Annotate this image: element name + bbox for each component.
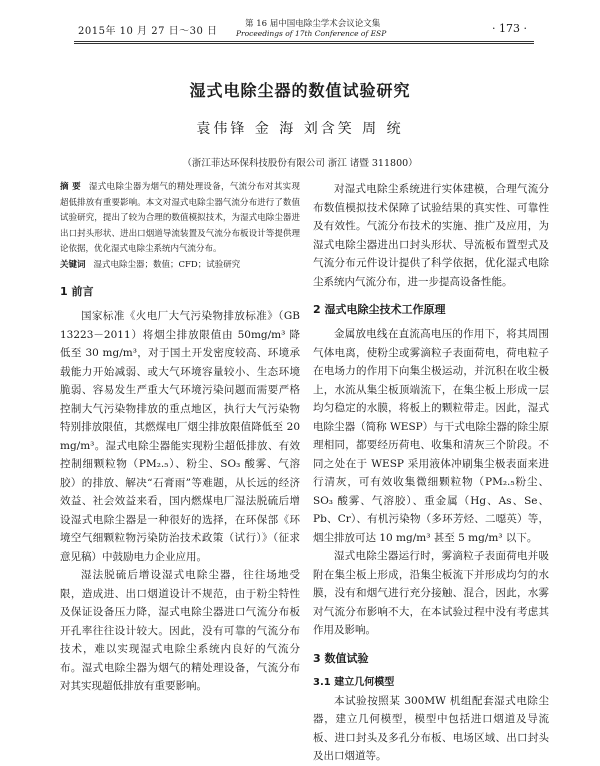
paper-affiliation: （浙江菲达环保科技股份有限公司 浙江 诸暨 311800） — [182, 158, 418, 169]
page-header — [0, 0, 600, 44]
abstract-block — [60, 180, 300, 258]
right-intro-paragraph: 对湿式电除尘系统进行实体建模，合理气流分布数值模拟技术保障了试验结果的真实性、可靠性及有效性。气流分布技术的实施、推广及应用，为湿式电除尘器进出口封头形状、导流板布置型式及气流分布元件设计提供了科学依据，优化湿式电除尘系统内气流分布，进一步提高设备性能。 — [313, 183, 549, 288]
right-column — [313, 180, 549, 766]
section-1-heading: 1 前言 — [60, 285, 94, 298]
keywords-label: 关键词 — [60, 259, 86, 270]
section-3-heading: 3 数值试验 — [313, 651, 369, 665]
paper-title: 湿式电除尘器的数值试验研究 — [189, 81, 411, 100]
keywords-block — [60, 258, 300, 274]
section-2-heading: 2 湿式电除尘技术工作原理 — [313, 303, 446, 316]
keywords-text: 湿式电除尘器；数值；CFD；试验研究 — [93, 259, 241, 270]
header-rule — [74, 41, 534, 42]
abstract-label: 摘 要 — [60, 182, 81, 192]
section-3-1-heading: 3.1 建立几何模型 — [313, 676, 395, 688]
section-1-paragraph-2: 湿法脱硫后增设湿式电除尘器，往往场地受限，造成进、出口烟道设计不规范，由于粉尘特性及保证设备压力降，湿式电除尘器进口气流分布板开孔率往往设计较大。因此，没有可靠的气流分布技术，难以实现湿式电除尘系统内良好的气流分布。湿式电除尘器为烟气的精处理设备，气流分布对其实现超低排放有重要影响。 — [60, 569, 300, 692]
section-3-1-paragraph-1: 本试验按照某 300MW 机组配套湿式电除尘器，建立几何模型，模型中包括进口烟道及导流板、进口封头及多孔分布板、电场区域、出口封头及出口烟道等。 — [313, 694, 549, 762]
header-page-number: · 173 · — [492, 22, 527, 35]
header-conference-cn: 第 16 届中国电除尘学术会议论文集 — [245, 19, 381, 29]
abstract-text: 湿式电除尘器为烟气的精处理设备，气流分布对其实现超低排放有重要影响。本文对湿式电除尘器气流分布进行了数值试验研究，提出了较为合理的数值模拟技术，为湿式电除尘器进出口封头形状、进出口烟道导流装置及气流分布板设计等提供理论依据，优化湿式电除尘系统内气流分布。 — [60, 182, 300, 254]
header-conference-en: Proceedings of 17th Conference of ESP — [236, 29, 387, 38]
header-date: 2015年 10 月 27 日～30 日 — [78, 26, 218, 37]
section-1-paragraph-1: 国家标准《火电厂大气污染物排放标准》（GB 13223－2011）将烟尘排放限值由 50mg/m³ 降低至 30 mg/m³，对于国土开发密度较高、环境承载能力开始减弱、或大气环境容量较小、生态环境脆弱、容易发生严重大气环境污染问题而需要严格控制大气污染物排放的重点地区，执行大气污染物特别排放限值，其燃煤电厂烟尘排放限值降低至 20 mg/m³。湿式电除尘器能实现粉尘超低排放、有效控制细颗粒物（PM₂.₅）、粉尘、SO₃ 酸雾、气溶胶）的排放、解决“石膏雨”等难题，从长远的经济效益、社会效益来看，国内燃煤电厂湿法脱硫后增设湿式电除尘器是一种很好的选择，在环保部《环境空气细颗粒物污染防治技术政策（试行）》（征求意见稿）中鼓励电力企业应用。 — [60, 310, 300, 563]
paper-authors: 袁伟锋 金 海 刘含笑 周 统 — [196, 121, 404, 137]
section-2-paragraph-1: 金属放电线在直流高电压的作用下，将其周围气体电离，使粉尘或雾滴粒子表面荷电，荷电粒子在电场力的作用下向集尘极运动，并沉积在收尘极上，水流从集尘板顶端流下，在集尘板上形成一层均匀稳定的水膜，将板上的颗粒带走。因此，湿式电除尘器（简称 WESP）与干式电除尘器的除尘原理相同，都要经历荷电、收集和清灰三个阶段。不同之处在于 WESP 采用液体冲刷集尘极表面来进行清灰，可有效收集微细颗粒物（PM₂.₅粉尘、SO₃ 酸雾、气溶胶）、重金属（Hg、As、Se、Pb、Cr）、有机污染物（多环芳烃、二噁英）等，烟尘排放可达 10 mg/m³ 甚至 5 mg/m³ 以下。 — [313, 328, 549, 544]
header-rule-thin — [74, 43, 534, 44]
left-column — [60, 180, 300, 696]
section-2-paragraph-2: 湿式电除尘器运行时，雾滴粒子表面荷电并吸附在集尘板上形成，沿集尘板流下并形成均匀的水膜，没有和烟气进行充分接触、混合，因此，水雾对气流分布影响不大，在本试验过程中没有考虑其作用及影响。 — [313, 550, 549, 636]
